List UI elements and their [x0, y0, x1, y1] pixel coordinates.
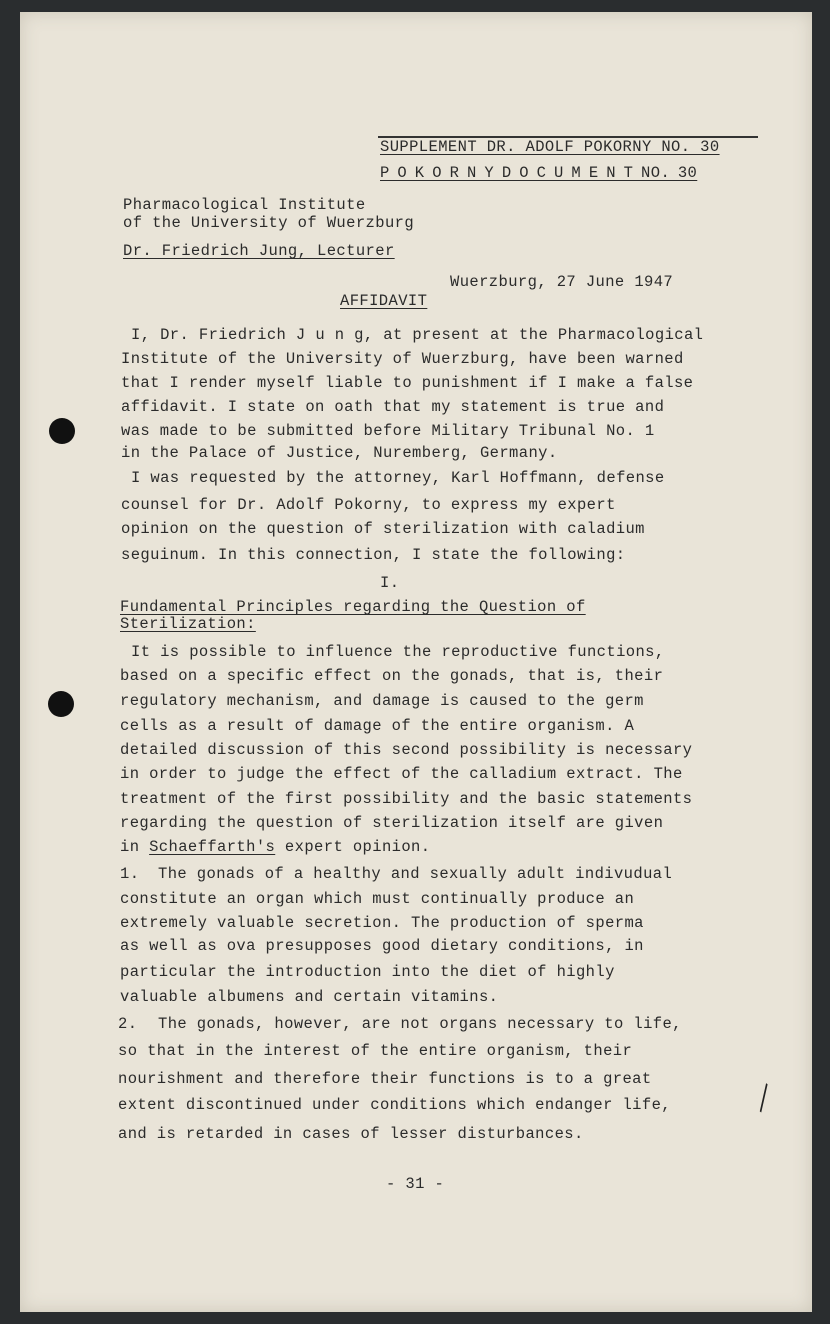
- point-2-number: 2.: [118, 1015, 138, 1033]
- body-line: It is possible to influence the reproductive functions,: [131, 643, 665, 661]
- body-line: in order to judge the effect of the calladium extract. The: [120, 765, 683, 783]
- body-line: regulatory mechanism, and damage is caused to the germ: [120, 692, 644, 710]
- point-1-line: particular the introduction into the diet of highly: [120, 963, 615, 981]
- point-2-line: so that in the interest of the entire organism, their: [118, 1042, 633, 1060]
- body-end-suffix: expert opinion.: [275, 838, 431, 856]
- body-line: cells as a result of damage of the entire organism. A: [120, 717, 635, 735]
- point-1-number: 1.: [120, 865, 140, 883]
- point-1-line: as well as ova presupposes good dietary conditions, in: [120, 937, 644, 955]
- point-2-line: and is retarded in cases of lesser disturbances.: [118, 1125, 584, 1143]
- point-2-line: nourishment and therefore their functions is to a great: [118, 1070, 652, 1088]
- point-1-line: extremely valuable secretion. The production of sperma: [120, 914, 644, 932]
- body-line: detailed discussion of this second possibility is necessary: [120, 741, 693, 759]
- intro-line: I, Dr. Friedrich J u n g, at present at the Pharmacological: [131, 326, 704, 344]
- body-end-prefix: in: [120, 838, 150, 856]
- point-1-line: constitute an organ which must continually produce an: [120, 890, 635, 908]
- section-title-line-1: Fundamental Principles regarding the Question of: [120, 598, 586, 616]
- intro-line: Institute of the University of Wuerzburg, have been warned: [121, 350, 684, 368]
- request-line: seguinum. In this connection, I state the following:: [121, 546, 626, 564]
- section-title-line-2: Sterilization:: [120, 615, 256, 633]
- body-line: regarding the question of sterilization itself are given: [120, 814, 664, 832]
- intro-line: that I render myself liable to punishment if I make a false: [121, 374, 694, 392]
- point-1-line: valuable albumens and certain vitamins.: [120, 988, 499, 1006]
- intro-line: in the Palace of Justice, Nuremberg, Germany.: [121, 444, 558, 462]
- intro-line: affidavit. I state on oath that my statement is true and: [121, 398, 665, 416]
- punch-hole-bottom: [48, 691, 74, 717]
- schaeffarth-name: Schaeffarth's: [149, 838, 276, 856]
- body-line: based on a specific effect on the gonads, that is, their: [120, 667, 664, 685]
- request-line: opinion on the question of sterilization with caladium: [121, 520, 645, 538]
- pencil-mark: ╲: [749, 1085, 776, 1114]
- institute-line-1: Pharmacological Institute: [123, 196, 366, 214]
- punch-hole-top: [49, 418, 75, 444]
- institute-line-2: of the University of Wuerzburg: [123, 214, 415, 232]
- request-line: counsel for Dr. Adolf Pokorny, to express my expert: [121, 496, 616, 514]
- supplement-number: SUPPLEMENT DR. ADOLF POKORNY NO. 30: [380, 138, 720, 156]
- affidavit-title: AFFIDAVIT: [340, 292, 428, 310]
- intro-line: was made to be submitted before Military Tribunal No. 1: [121, 422, 655, 440]
- point-2-line: The gonads, however, are not organs necessary to life,: [158, 1015, 682, 1033]
- point-1-line: The gonads of a healthy and sexually adult indivudual: [158, 865, 673, 883]
- author-line: Dr. Friedrich Jung, Lecturer: [123, 242, 395, 260]
- page-number: - 31 -: [386, 1175, 445, 1193]
- point-2-line: extent discontinued under conditions which endanger life,: [118, 1096, 671, 1114]
- body-line: treatment of the first possibility and the basic statements: [120, 790, 693, 808]
- section-number: I.: [380, 574, 400, 592]
- document-number: P O K O R N Y D O C U M E N T NO. 30: [380, 164, 698, 182]
- body-end-line: [120, 838, 430, 856]
- request-line: I was requested by the attorney, Karl Hoffmann, defense: [131, 469, 665, 487]
- date-line: Wuerzburg, 27 June 1947: [450, 273, 674, 291]
